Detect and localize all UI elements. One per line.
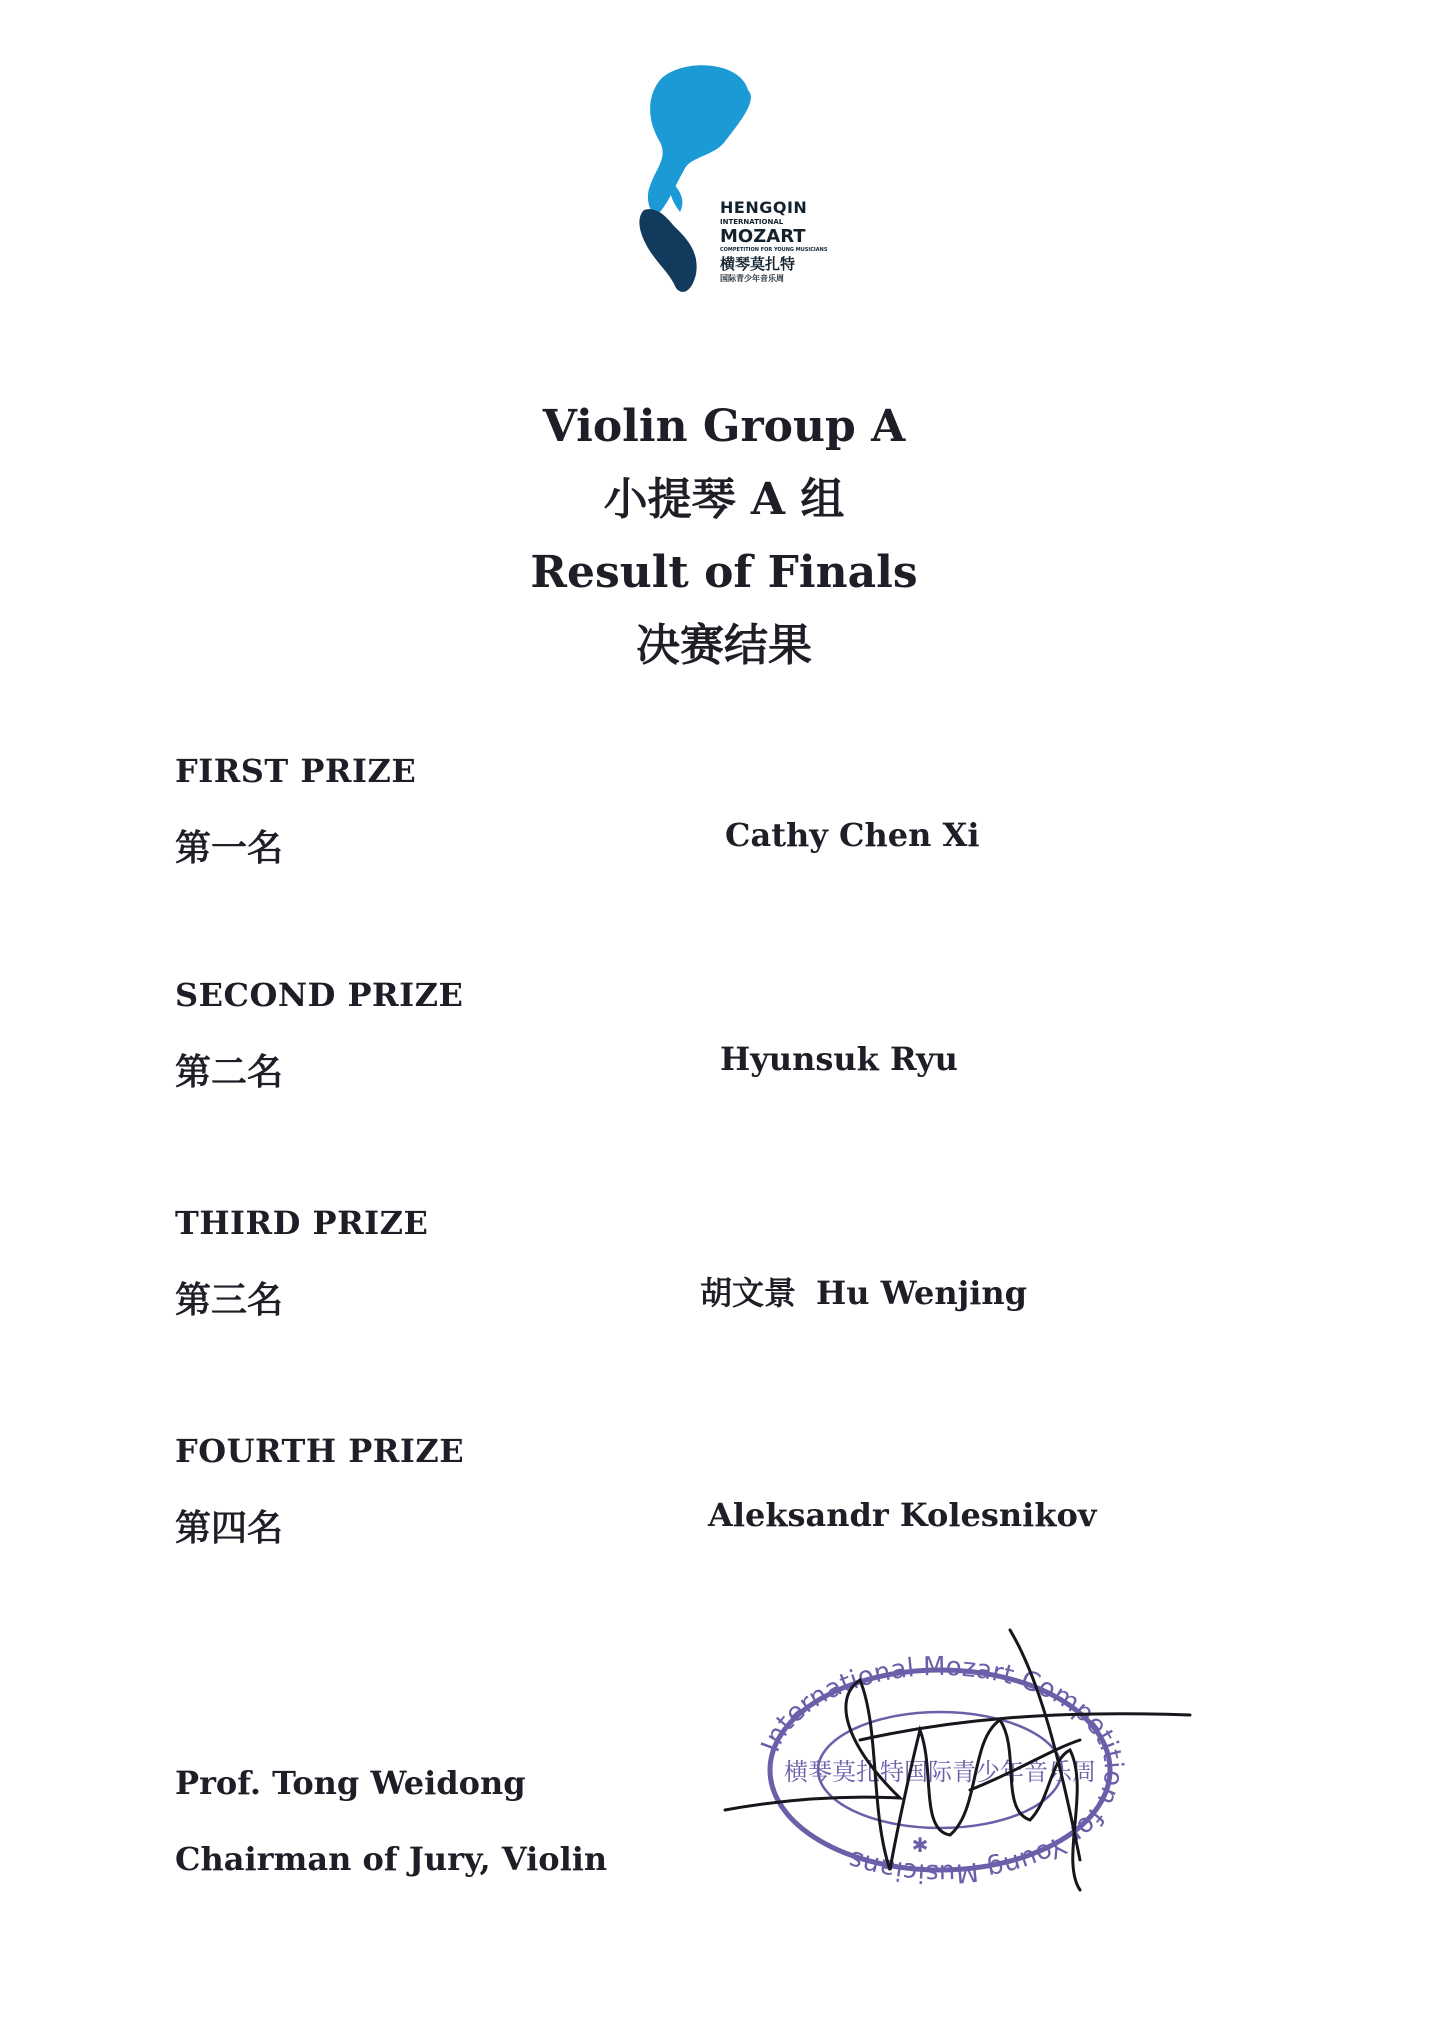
prize-third xyxy=(175,1204,1275,1321)
chair-name: Prof. Tong Weidong xyxy=(175,1764,526,1802)
logo-line-cn-subtitle: 国际青少年音乐周 xyxy=(720,274,784,283)
stamp-center-text: 横琴莫扎特国际青少年音乐周 xyxy=(784,1758,1096,1786)
stamp-ring-text: International Mozart Competition for Young Musicians xyxy=(755,1651,1129,1889)
prize-winner xyxy=(688,1496,1096,1534)
prize-fourth xyxy=(175,1432,1275,1549)
document-title-block xyxy=(0,390,1448,682)
winner-name-en: Cathy Chen Xi xyxy=(725,816,980,854)
title-result-cn: 决赛结果 xyxy=(636,620,812,671)
prize-winner xyxy=(700,1040,958,1078)
winner-name-cn: 胡文景 xyxy=(700,1274,797,1312)
winner-name-en: Hyunsuk Ryu xyxy=(720,1040,958,1078)
prize-label-en: THIRD PRIZE xyxy=(175,1204,429,1242)
logo-line-competition: COMPETITION FOR YOUNG MUSICIANS xyxy=(720,247,828,253)
prize-label-en: FIRST PRIZE xyxy=(175,752,417,790)
winner-name-en: Aleksandr Kolesnikov xyxy=(708,1496,1097,1534)
prize-label-cn: 第四名 xyxy=(175,1507,284,1549)
prize-second xyxy=(175,976,1275,1093)
logo-line-hengqin: HENGQIN xyxy=(720,198,808,217)
prize-label-en: SECOND PRIZE xyxy=(175,976,464,1014)
logo-line-international: INTERNATIONAL xyxy=(720,218,784,226)
prize-label-cn: 第三名 xyxy=(175,1279,284,1321)
winner-name-en: Hu Wenjing xyxy=(816,1274,1027,1312)
logo-line-cn-name: 横琴莫扎特 xyxy=(720,255,796,273)
prize-winner xyxy=(700,1268,1027,1314)
title-group-cn: 小提琴 A 组 xyxy=(603,474,845,525)
prize-label-cn: 第一名 xyxy=(175,827,284,869)
prize-winner xyxy=(705,816,979,854)
jury-chair-block xyxy=(175,1745,607,1897)
competition-logo xyxy=(630,60,830,320)
prize-label-cn: 第二名 xyxy=(175,1051,284,1093)
stamp-star-icon: ✱ xyxy=(911,1833,929,1857)
prize-label-en: FOURTH PRIZE xyxy=(175,1432,465,1470)
title-result-en: Result of Finals xyxy=(530,547,918,598)
logo-line-mozart: MOZART xyxy=(720,226,806,247)
official-stamp xyxy=(720,1620,1210,1910)
prize-first xyxy=(175,752,1275,869)
title-group-en: Violin Group A xyxy=(542,401,906,452)
chair-title: Chairman of Jury, Violin xyxy=(175,1840,608,1878)
